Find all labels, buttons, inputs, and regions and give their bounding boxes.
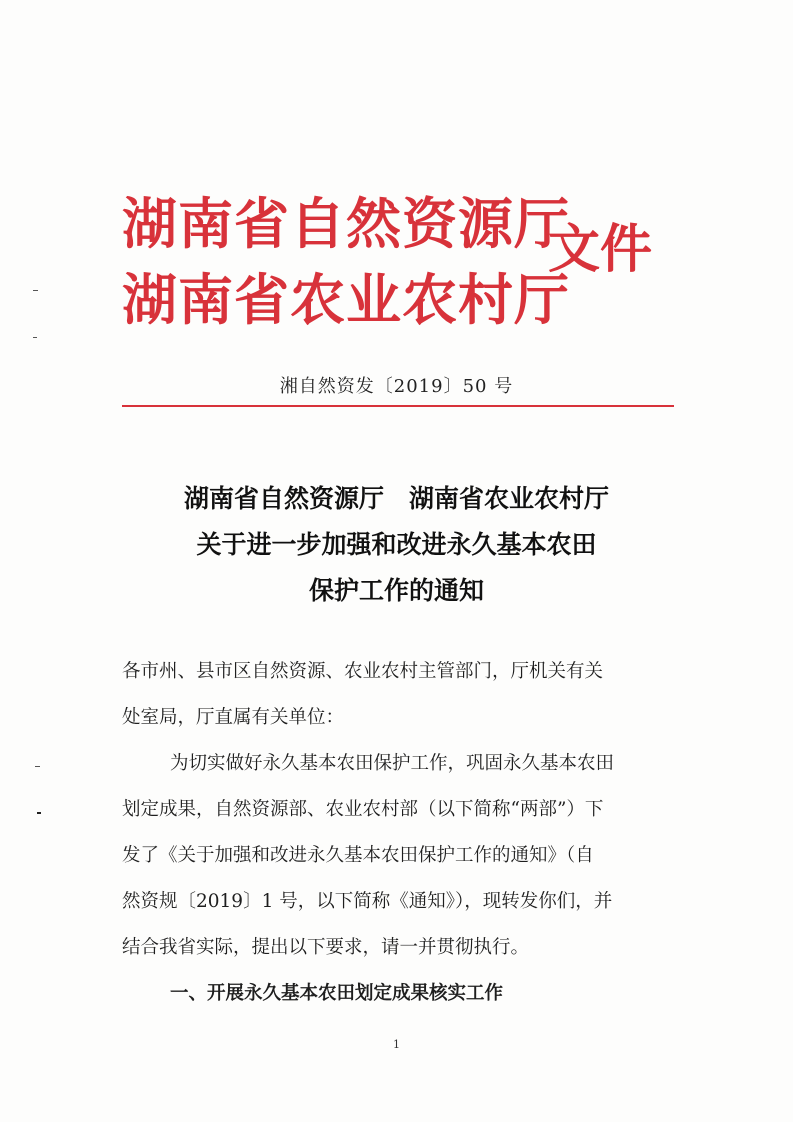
red-divider bbox=[122, 405, 674, 407]
margin-mark bbox=[33, 337, 37, 338]
paragraph-line: 然资规〔2019〕1 号，以下简称《通知》），现转发你们，并 bbox=[122, 891, 613, 912]
title-line: 关于进一步加强和改进永久基本农田 bbox=[196, 530, 597, 559]
document-title bbox=[0, 476, 793, 614]
title-line: 湖南省自然资源厅 湖南省农业农村厅 bbox=[183, 484, 609, 513]
paragraph-line: 结合我省实际，提出以下要求，请一并贯彻执行。 bbox=[122, 937, 530, 958]
margin-mark bbox=[33, 290, 38, 291]
issuer-name: 湖南省农业农村厅 bbox=[122, 267, 571, 332]
document-body bbox=[122, 649, 686, 1017]
issuer-name: 湖南省自然资源厅 bbox=[122, 191, 571, 256]
document-number: 湘自然资发〔2019〕50 号 bbox=[279, 376, 514, 397]
paragraph-line: 发了《关于加强和改进永久基本农田保护工作的通知》（自 bbox=[122, 845, 594, 866]
section-heading: 一、开展永久基本农田划定成果核实工作 bbox=[170, 983, 504, 1004]
page-number: 1 bbox=[393, 1038, 400, 1051]
addressee-line: 处室局，厅直属有关单位： bbox=[122, 707, 345, 728]
margin-mark bbox=[37, 812, 41, 814]
addressee-line: 各市州、县市区自然资源、农业农村主管部门，厅机关有关 bbox=[122, 661, 604, 682]
margin-mark bbox=[35, 766, 40, 767]
paragraph-line: 划定成果，自然资源部、农业农村部（以下简称“两部”）下 bbox=[122, 799, 604, 820]
title-line: 保护工作的通知 bbox=[308, 576, 484, 605]
letterhead-issuers bbox=[122, 186, 570, 338]
letterhead-doc-type: 文件 bbox=[548, 219, 653, 280]
paragraph-line: 为切实做好永久基本农田保护工作，巩固永久基本农田 bbox=[170, 753, 615, 774]
